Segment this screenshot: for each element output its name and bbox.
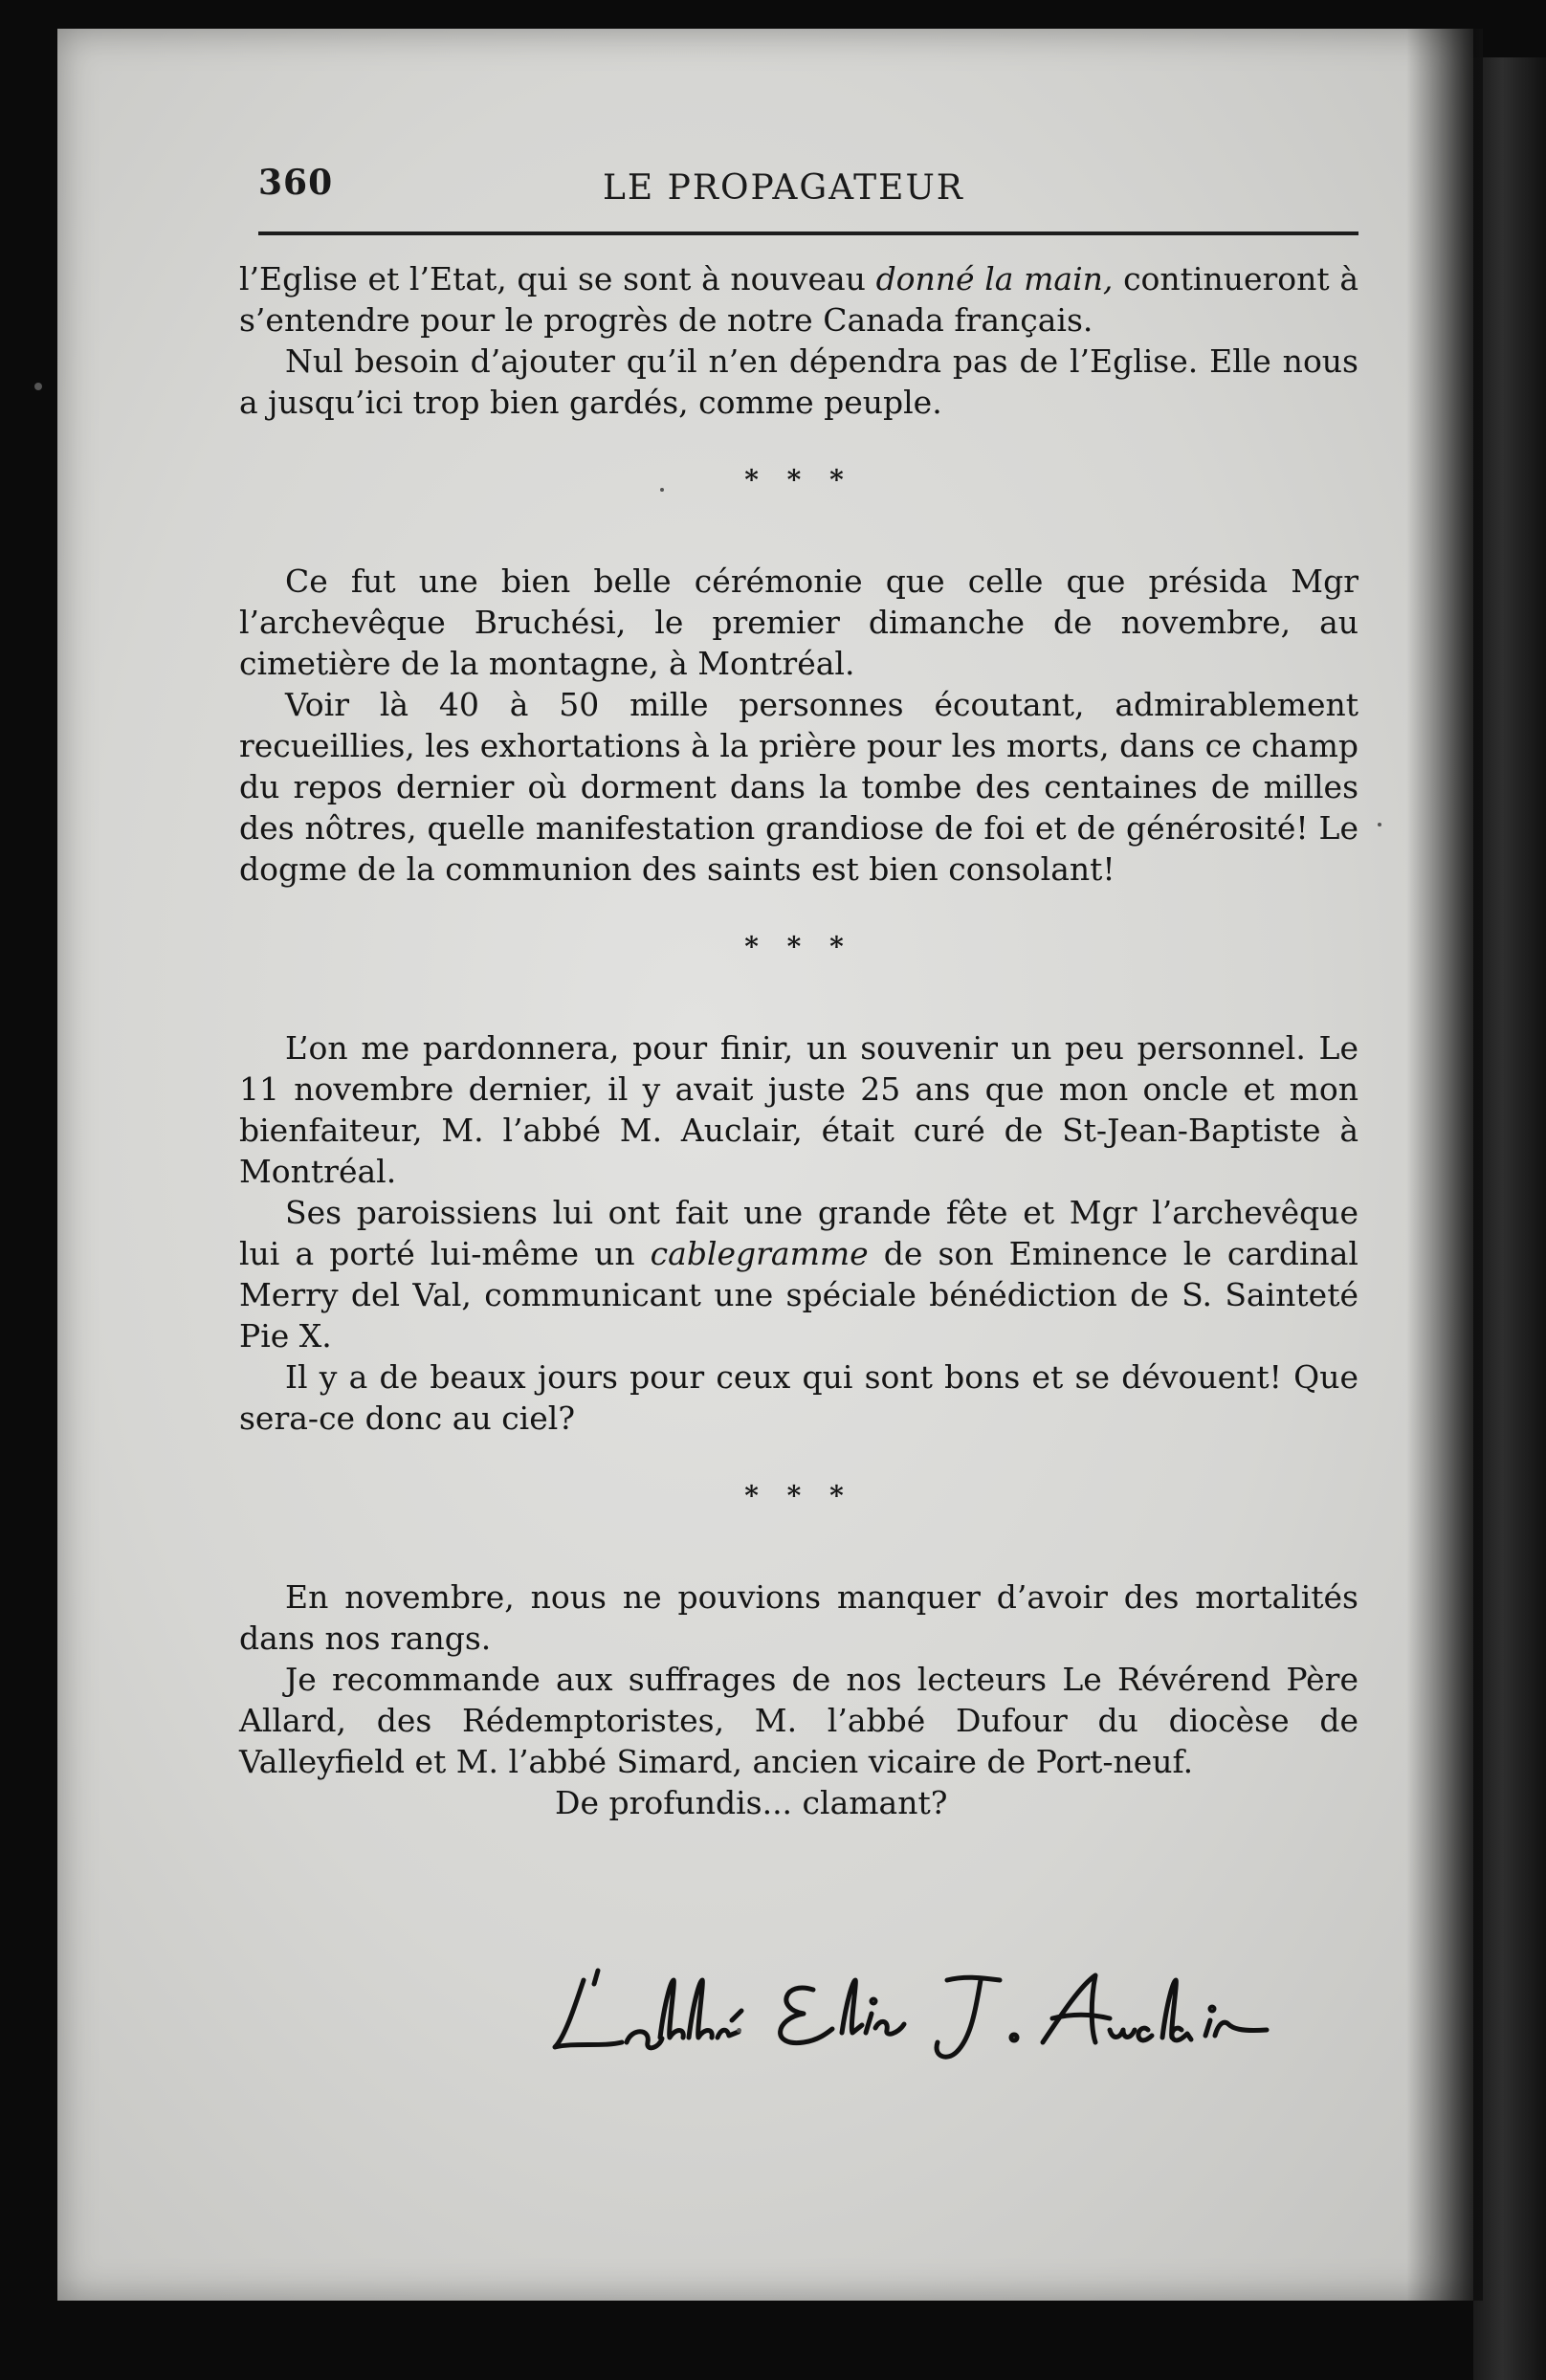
- section-separator: * * *: [744, 464, 853, 496]
- scan-speck: [1378, 823, 1381, 826]
- section-separator: * * *: [744, 931, 853, 962]
- paragraph-text: l’Eglise et l’Etat, qui se sont à nouveau: [239, 260, 876, 298]
- facing-page-edge: [1473, 57, 1546, 2380]
- paragraph: Je recommande aux suffrages de nos lecteurs Le Révérend Père Allard, des Rédemptoristes, M. l’abbé Dufour du diocèse de Valleyfield et M. l’abbé Simard, ancien vicaire de Port-neuf.: [239, 1661, 1358, 1780]
- paragraph: Il y a de beaux jours pour ceux qui sont bons et se dévouent! Que sera-ce donc au ciel?: [239, 1358, 1358, 1437]
- paragraph: En novembre, nous ne pouvions manquer d’avoir des mortalités dans nos rangs.: [239, 1578, 1358, 1657]
- paragraph: L’on me pardonnera, pour finir, un souvenir un peu personnel. Le 11 novembre dernier, il y avait juste 25 ans que mon oncle et mon bienfaiteur, M. l’abbé M. Auclair, était curé de St-Jean-Baptiste à Montréal.: [239, 1029, 1358, 1190]
- paragraph: Nul besoin d’ajouter qu’il n’en dépendra pas de l’Eglise. Elle nous a jusqu’ici trop bien gardés, comme peuple.: [239, 342, 1358, 421]
- page-gutter-shadow: [1406, 29, 1483, 2301]
- handwritten-signature: [545, 1951, 1311, 2066]
- page-header: [258, 163, 1358, 230]
- italic-phrase: donné la main,: [875, 260, 1114, 298]
- header-rule: [258, 231, 1358, 235]
- paragraph: Voir là 40 à 50 mille personnes écoutant, admirablement recueillies, les exhortations à la prière pour les morts, dans ce champ du repos dernier où dorment dans la tombe des centaines de milles des nôtres, quelle manifestation grandiose de foi et de générosité! Le dogme de la communion des saints est bien consolant!: [239, 686, 1358, 888]
- running-title: LE PROPAGATEUR: [603, 168, 964, 208]
- page-number: 360: [258, 163, 334, 203]
- closing-line: De profundis... clamant?: [555, 1784, 948, 1821]
- article-body: [239, 258, 1358, 1823]
- paragraph: [239, 1192, 1358, 1356]
- scan-speck: [660, 488, 664, 492]
- paragraph: [239, 258, 1358, 341]
- paragraph-text: de son Eminence le cardinal Merry del Val, communicant une spéciale bénédiction de S. Sainteté Pie X.: [239, 1235, 1358, 1355]
- italic-word: cablegramme: [650, 1235, 869, 1272]
- section-separator: * * *: [744, 1480, 853, 1511]
- paragraph: Ce fut une bien belle cérémonie que celle que présida Mgr l’archevêque Bruchési, le premier dimanche de novembre, au cimetière de la montagne, à Montréal.: [239, 562, 1358, 682]
- paragraph-text: continueront à s’entendre pour le progrès de notre Canada français.: [239, 260, 1359, 339]
- scan-speck: [34, 383, 42, 390]
- paragraph-text: Ses paroissiens lui ont fait une grande fête et Mgr l’archevêque lui a porté lui-même un: [239, 1194, 1358, 1272]
- scan-speck: [737, 2028, 741, 2033]
- signature-drawing: [545, 1951, 1311, 2066]
